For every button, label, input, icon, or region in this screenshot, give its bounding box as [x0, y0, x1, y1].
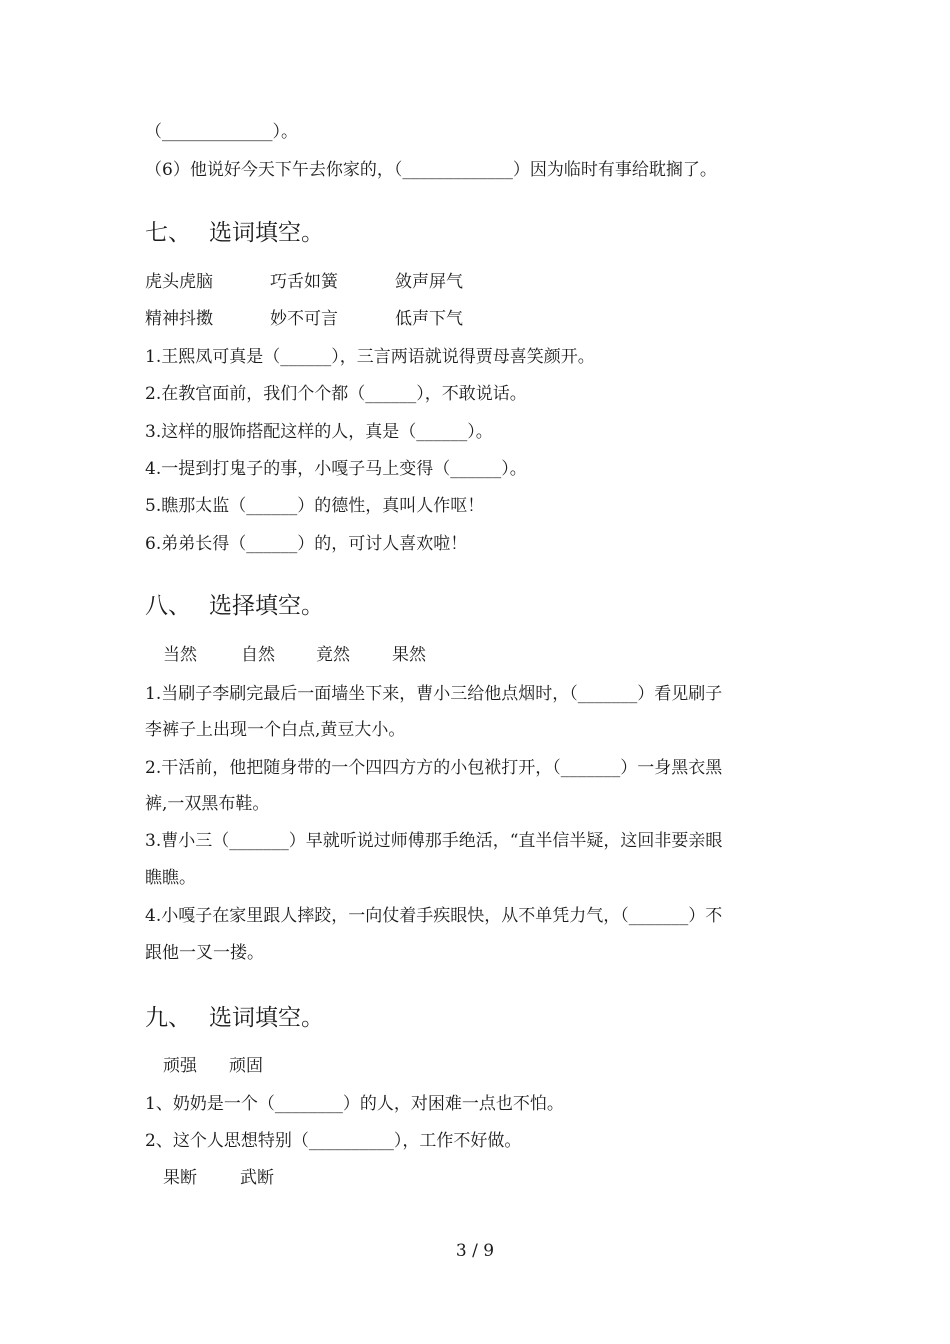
- word-option: 巧舌如簧: [270, 272, 338, 292]
- word-option: 敛声屏气: [395, 272, 463, 292]
- word-option: 当然: [163, 645, 197, 665]
- question-6: 6.弟弟长得（______）的，可讨人喜欢啦！: [145, 534, 468, 554]
- question-1: 1.王熙凤可真是（______），三言两语就说得贾母喜笑颜开。: [145, 347, 595, 367]
- section-number: 八、: [145, 593, 191, 619]
- section-9-heading: [145, 1003, 324, 1033]
- section-title: 选词填空。: [209, 1005, 324, 1031]
- section-8-heading: [145, 591, 324, 621]
- word-option: 果然: [392, 645, 426, 665]
- question-5: 5.瞧那太监（______）的德性，真叫人作呕！: [145, 496, 485, 516]
- section-7-heading: [145, 218, 324, 248]
- word-bank-row-2: [145, 308, 463, 330]
- word-bank: [163, 644, 426, 666]
- section-title: 选词填空。: [209, 220, 324, 246]
- question-6: （6）他说好今天下午去你家的，（_____________）因为临时有事给耽搁了。: [145, 160, 717, 180]
- word-option: 自然: [241, 645, 275, 665]
- question-2: 2.在教官面前，我们个个都（______），不敢说话。: [145, 384, 527, 404]
- word-option: 竟然: [316, 645, 350, 665]
- section-title: 选择填空。: [209, 593, 324, 619]
- question-3-line-2: 瞧瞧。: [145, 868, 196, 888]
- question-3: 3.这样的服饰搭配这样的人，真是（______）。: [145, 422, 493, 442]
- word-option: 虎头虎脑: [145, 272, 213, 292]
- question-4-line-1: 4.小嘎子在家里跟人摔跤，一向仗着手疾眼快，从不单凭力气，（_______）不: [145, 906, 723, 926]
- word-option: 顽固: [229, 1056, 263, 1076]
- word-option: 顽强: [163, 1056, 197, 1076]
- page-number: 3 / 9: [455, 1241, 495, 1261]
- question-3-line-1: 3.曹小三（_______）早就听说过师傅那手绝活，“直半信半疑，这回非要亲眼: [145, 831, 723, 851]
- question-2: 2、这个人思想特别（__________），工作不好做。: [145, 1131, 522, 1151]
- word-bank-1: [163, 1055, 263, 1077]
- word-bank-2: [163, 1167, 274, 1189]
- question-1-line-1: 1.当刷子李刷完最后一面墙坐下来，曹小三给他点烟时，（_______）看见刷子: [145, 684, 723, 704]
- fill-line: （_____________）。: [145, 122, 298, 142]
- question-2-line-2: 裤,一双黑布鞋。: [145, 794, 270, 814]
- word-option: 武断: [240, 1168, 274, 1188]
- question-4-line-2: 跟他一叉一搂。: [145, 943, 264, 963]
- word-option: 妙不可言: [270, 309, 338, 329]
- word-option: 果断: [163, 1168, 197, 1188]
- question-2-line-1: 2.干活前，他把随身带的一个四四方方的小包袱打开，（_______）一身黑衣黑: [145, 758, 723, 778]
- word-option: 低声下气: [395, 309, 463, 329]
- question-4: 4.一提到打鬼子的事，小嘎子马上变得（______）。: [145, 459, 527, 479]
- word-option: 精神抖擞: [145, 309, 213, 329]
- word-bank-row-1: [145, 271, 463, 293]
- question-1-line-2: 李裤子上出现一个白点,黄豆大小。: [145, 720, 406, 740]
- section-number: 九、: [145, 1005, 191, 1031]
- question-1: 1、奶奶是一个（________）的人，对困难一点也不怕。: [145, 1094, 564, 1114]
- section-number: 七、: [145, 220, 191, 246]
